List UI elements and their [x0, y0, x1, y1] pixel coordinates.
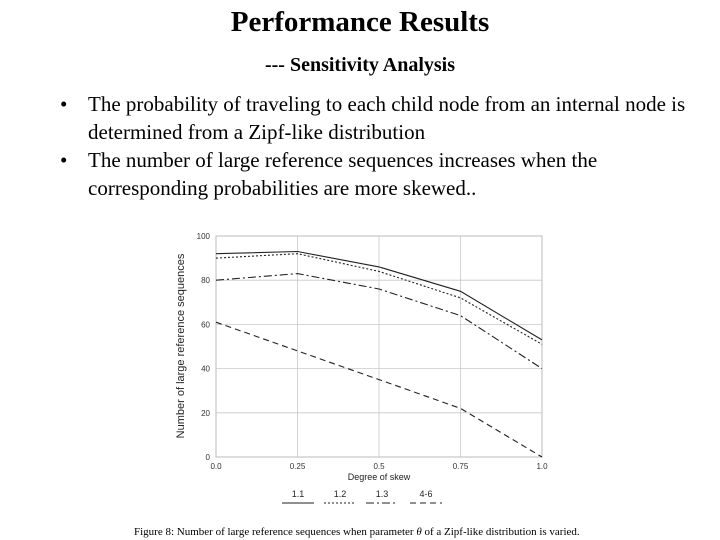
- y-tick-label: 0: [205, 453, 210, 462]
- y-tick-label: 60: [201, 320, 210, 330]
- legend-label: 1.2: [333, 489, 347, 499]
- slide-title: Performance Results: [230, 6, 490, 38]
- bullet-text: The probability of traveling to each child node from an internal node is determined from a Zipf-like distribution: [88, 92, 686, 144]
- x-tick-label: 0.25: [289, 462, 306, 471]
- slide-subtitle: --- Sensitivity Analysis: [264, 54, 456, 76]
- x-tick-label: 0.0: [210, 462, 222, 471]
- bullet-dot-icon: •: [60, 148, 68, 172]
- x-tick-label: 1.0: [536, 462, 548, 471]
- y-tick-label: 40: [201, 364, 210, 374]
- caption-suffix: of a Zipf-like distribution is varied.: [424, 526, 580, 538]
- axis-ticks: [197, 232, 548, 471]
- x-tick-label: 0.75: [452, 462, 469, 471]
- x-tick-label: 0.5: [373, 462, 385, 471]
- y-tick-label: 20: [201, 408, 210, 418]
- caption-theta: θ: [416, 526, 422, 538]
- legend-label: 4-6: [419, 489, 433, 499]
- x-axis-label: Degree of skew: [347, 472, 411, 482]
- legend: [282, 489, 442, 503]
- legend-label: 1.3: [375, 489, 389, 499]
- grid-lines: [216, 236, 542, 457]
- caption-prefix: Figure 8: Number of large reference sequences when parameter: [134, 526, 414, 538]
- figure-caption: [134, 526, 580, 538]
- y-tick-label: 100: [196, 232, 210, 241]
- bullet-dot-icon: •: [60, 92, 68, 116]
- y-axis-label: Number of large reference sequences: [175, 253, 187, 439]
- y-tick-label: 80: [201, 276, 210, 286]
- bullet-text: The number of large reference sequences increases when the corresponding probabilities are more skewed..: [88, 148, 598, 200]
- legend-label: 1.1: [291, 489, 305, 499]
